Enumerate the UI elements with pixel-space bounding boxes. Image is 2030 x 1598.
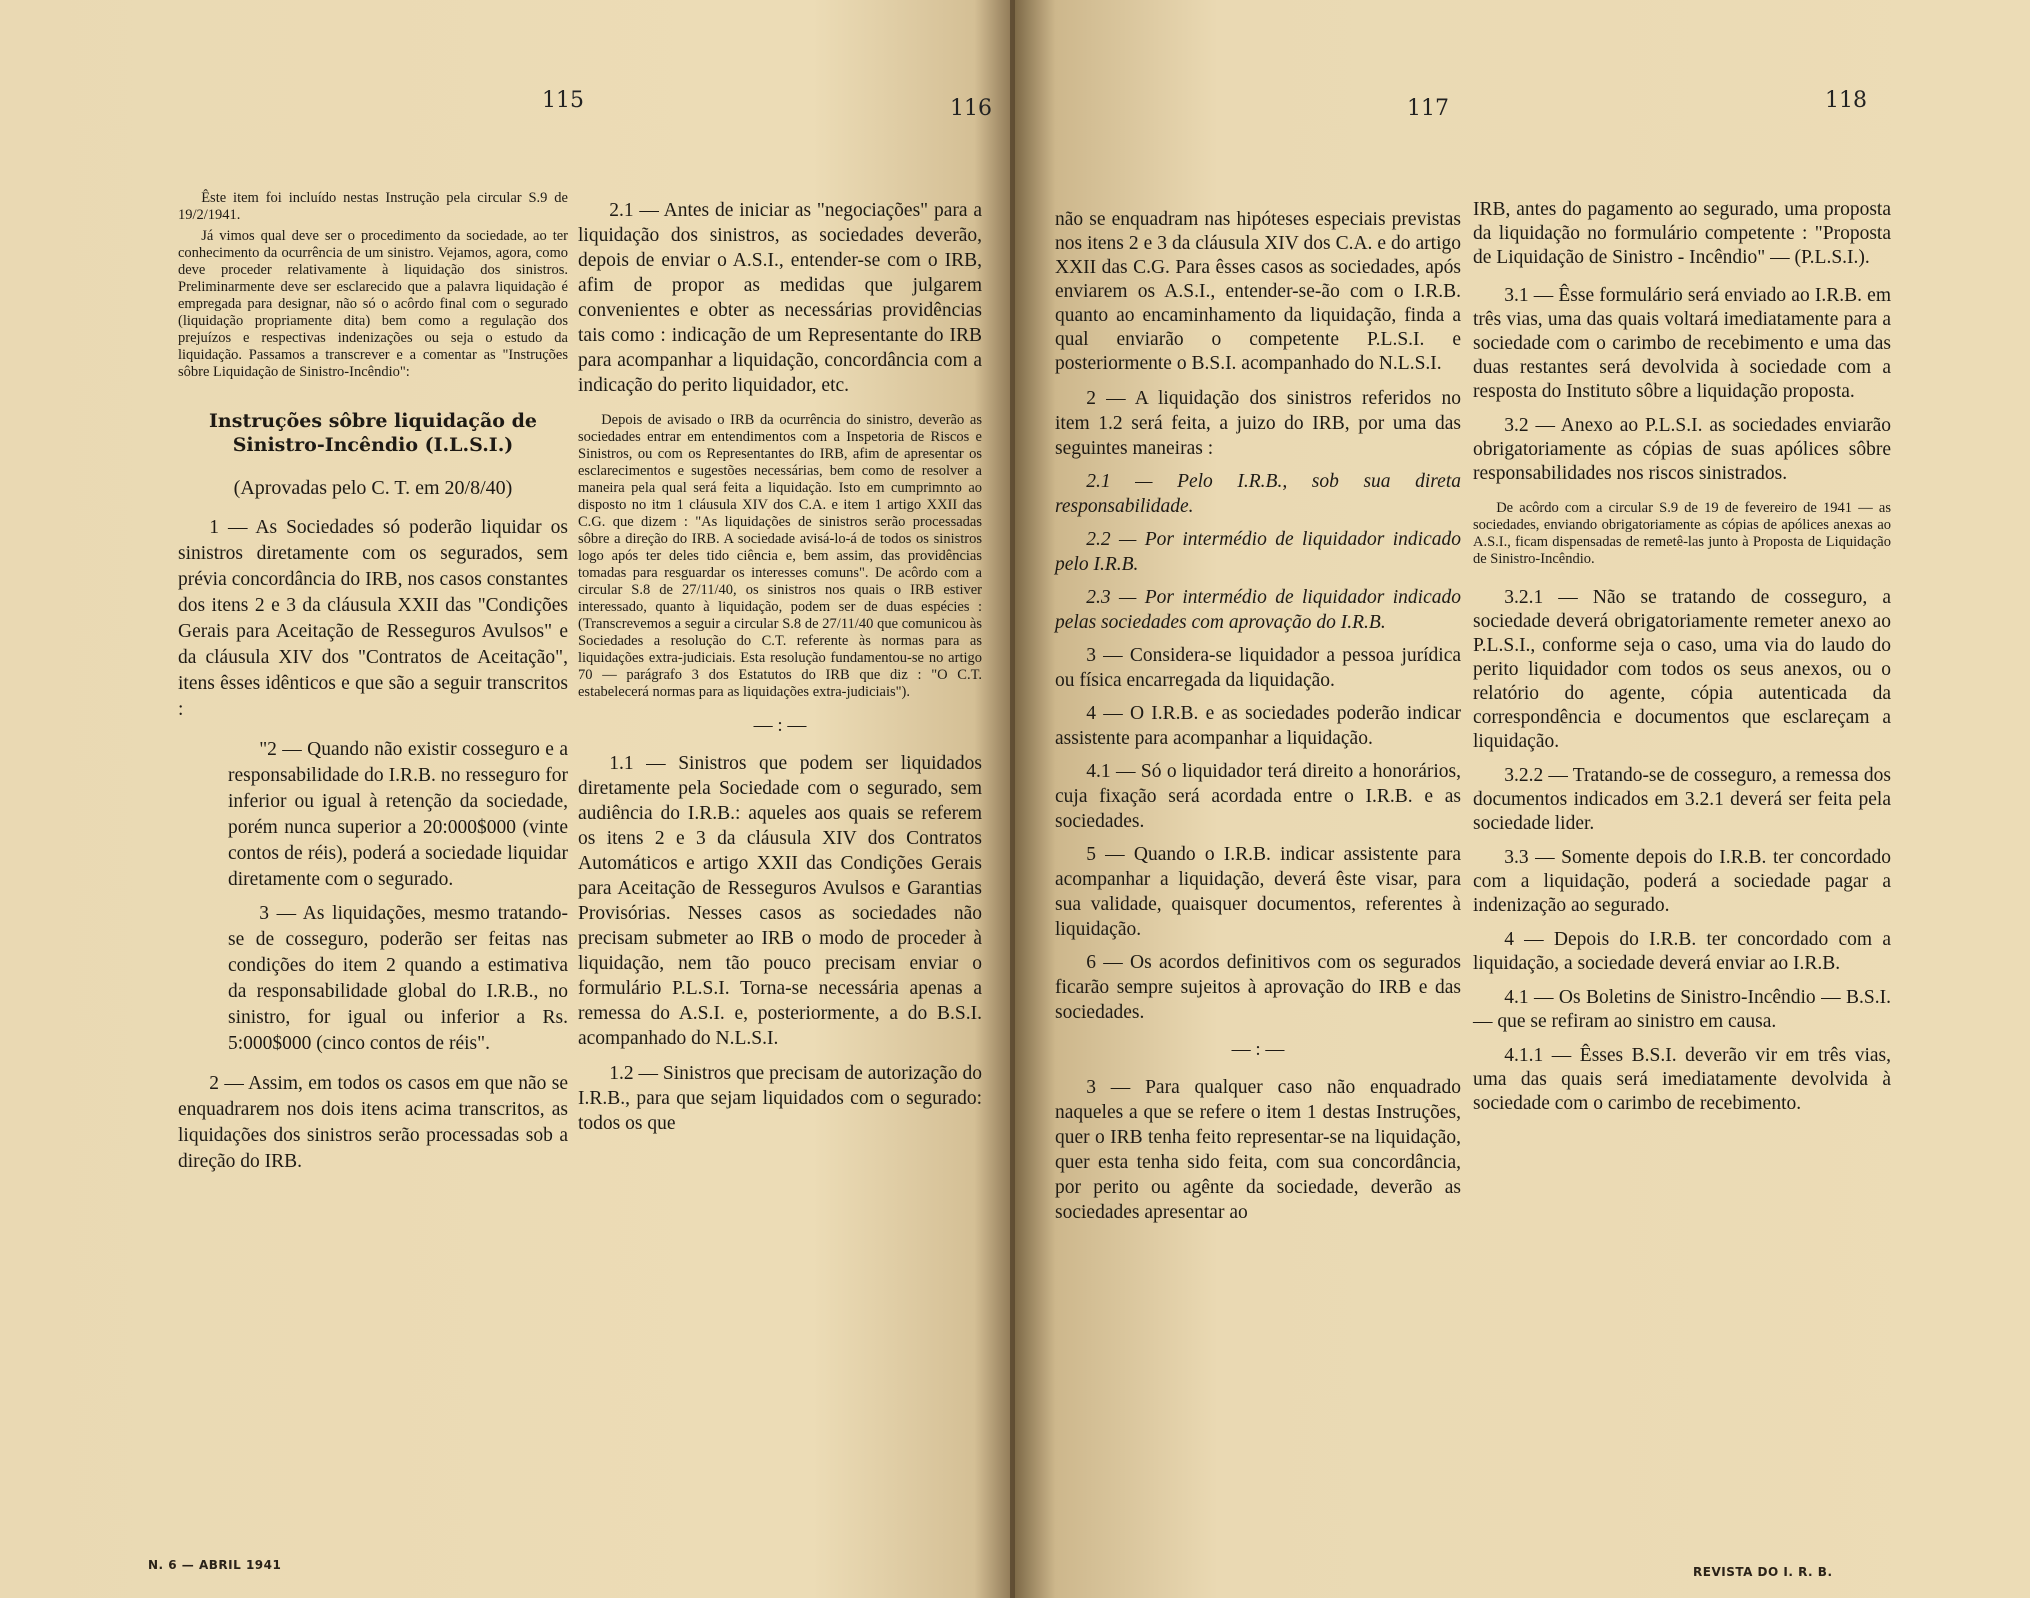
footer-issue: N. 6 — ABRIL 1941 [148, 1558, 282, 1572]
paragraph-3-3: 3.3 — Somente depois do I.R.B. ter concordado com a liquidação, poderá a sociedade pagar a indenização ao segurado. [1473, 847, 1891, 916]
page-number-118: 118 [1825, 88, 1867, 113]
column-page-116 [578, 198, 982, 1136]
paragraph-2: 2 — A liquidação dos sinistros referidos no item 1.2 será feita, a juizo do IRB, por uma das seguintes maneiras : [1055, 388, 1461, 459]
paragraph-1-2: 1.2 — Sinistros que precisam de autorização do I.R.B., para que sejam liquidados com o segurado: todos os que [578, 1063, 982, 1134]
right-page [1015, 0, 2030, 1598]
paragraph-2: 2 — Assim, em todos os casos em que não se enquadrarem nos dois itens acima transcritos, as liquidações dos sinistros serão processadas sob a direção do IRB. [178, 1073, 568, 1172]
column-page-115 [178, 190, 568, 1175]
approval-note: (Aprovadas pelo C. T. em 20/8/40) [233, 477, 513, 499]
section-heading: Instruções sôbre liquidação de Sinistro-Incêndio (I.L.S.I.) [209, 410, 537, 456]
paragraph-2-3: 2.3 — Por intermédio de liquidador indicado pelas sociedades com aprovação do I.R.B. [1055, 587, 1461, 633]
paragraph-1: 1 — As Sociedades só poderão liquidar os sinistros diretamente com os segurados, sem prévia concordância do IRB, nos casos constantes dos itens 2 e 3 da cláusula XXII das "Condições Gerais para Aceitação de Resseguros Avulsos" e da cláusula XIV dos "Contratos de Aceitação", itens êsses idênticos e que são a seguir transcritos : [178, 517, 568, 720]
paragraph-6: 6 — Os acordos definitivos com os segurados ficarão sempre sujeitos à aprovação do IRB e das sociedades. [1055, 952, 1461, 1023]
paragraph-continuation: IRB, antes do pagamento ao segurado, uma proposta da liquidação no formulário competente : "Proposta de Liquidação de Sinistro - Incêndio" — (P.L.S.I.). [1473, 199, 1891, 268]
comment-note: Depois de avisado o IRB da ocurrência do sinistro, deverão as sociedades entrar em entendimentos com a Inspetoria de Riscos e Sinistros, ou com os Representantes do IRB, afim de apresentar os esclarecimentos e sugestões necessárias, bem como de resolver a maneira pela qual será feita a liquidação. Isto em cumprimnto ao disposto no itm 1 cláusula XIV dos C.A. e item 1 artigo XXII das C.G. que dizem : "As liquidações de sinistros serão processadas sôbre a direção do IRB. A sociedade avisá-lo-á de todos os sinistros logo após ter deles tido ciência e, bem assim, das providências tomadas para resguardar os interesses comuns". De acôrdo com a circular S.8 de 27/11/40, os sinistros nos quais o IRB estiver interessado, quanto à liquidação, podem ser de duas espécies : (Transcrevemos a seguir a circular S.8 de 27/11/40 que comunicou às Sociedades a resolução do C.T. referente às normas para as liquidações extra-judiciais. Esta resolução fundamentou-se no artigo 70 — parágrafo 3 dos Estatutos do IRB que diz : "O C.T. estabelecerá normas para as liquidações extra-judiciais"). [578, 412, 982, 700]
paragraph-3-2-1: 3.2.1 — Não se tratando de cosseguro, a sociedade deverá obrigatoriamente remeter anexo ao P.L.S.I., conforme seja o caso, uma via do laudo do perito liquidador com todos os seus anexos, ou o relatório do agente, cópia autenticada da correspondência e documentos que esclareçam a liquidação. [1473, 587, 1891, 752]
paragraph-5: 5 — Quando o I.R.B. indicar assistente para acompanhar a liquidação, deverá êste visar, para sua validade, quaisquer documentos, referentes à liquidação. [1055, 844, 1461, 940]
paragraph-2-2: 2.2 — Por intermédio de liquidador indicado pelo I.R.B. [1055, 529, 1461, 575]
paragraph-3-2: 3.2 — Anexo ao P.L.S.I. as sociedades enviarão obrigatoriamente as cópias de suas apólices sôbre responsabilidades nos riscos sinistrados. [1473, 415, 1891, 484]
paragraph-4: 4 — Depois do I.R.B. ter concordado com a liquidação, a sociedade deverá enviar ao I.R.B. [1473, 929, 1891, 974]
paragraph-3b: 3 — Para qualquer caso não enquadrado naqueles a que se refere o item 1 destas Instruções, quer o IRB tenha feito representar-se na liquidação, quer esta tenha sido feita, com sua concordância, por perito ou agênte da sociedade, deverão as sociedades apresentar ao [1055, 1077, 1461, 1223]
paragraph-continuation: não se enquadram nas hipóteses especiais previstas nos itens 2 e 3 da cláusula XIV dos C.A. e do artigo XXII das C.G. Para êsses casos as sociedades, após enviarem os A.S.I., entender-se-ão com o I.R.B. quanto ao encaminhamento da liquidação, finda a qual enviarão o competente P.L.S.I. e posteriormente o B.S.I. acompanhado do N.L.S.I. [1055, 209, 1461, 374]
comment-note: De acôrdo com a circular S.9 de 19 de fevereiro de 1941 — as sociedades, enviando obrigatoriamente as cópias de apólices anexas ao A.S.I., ficam dispensadas de remetê-las junto à Proposta de Liquidação de Sinistro-Incêndio. [1473, 500, 1891, 567]
paragraph-2-1: 2.1 — Antes de iniciar as "negociações" para a liquidação dos sinistros, as sociedades deverão, depois de enviar o A.S.I., entender-se com o IRB, afim de propor as medidas que julgarem convenientes e obter as necessárias providências tais como : indicação de um Representante do IRB para acompanhar a liquidação, concordância com a indicação do perito liquidador, etc. [578, 200, 982, 396]
page-number-116: 116 [950, 96, 992, 121]
paragraph-3-2-2: 3.2.2 — Tratando-se de cosseguro, a remessa dos documentos indicados em 3.2.1 deverá ser feita pela sociedade lider. [1473, 765, 1891, 834]
column-page-118 [1473, 198, 1891, 1116]
page-number-117: 117 [1407, 96, 1449, 121]
paragraph-4: 4 — O I.R.B. e as sociedades poderão indicar assistente para acompanhar a liquidação. [1055, 703, 1461, 749]
intro-paragraph: Já vimos qual deve ser o procedimento da sociedade, ao ter conhecimento da ocurrência de um sinistro. Vejamos, agora, como deve proceder relativamente à liquidação dos sinistros. Preliminarmente deve ser esclarecido que a palavra liquidação é empregada para designar, não só o acôrdo final com o segurado (liquidação propriamente dita) bem como a regulação dos prejuízos e respectivas indenizações ou seja o estudo da liquidação. Passamos a transcrever e a comentar as "Instruções sôbre Liquidação de Sinistro-Incêndio": [178, 228, 568, 380]
column-page-117 [1055, 208, 1461, 1225]
paragraph-3: 3 — Considera-se liquidador a pessoa jurídica ou física encarregada da liquidação. [1055, 645, 1461, 691]
quote-item-2: "2 — Quando não existir cosseguro e a responsabilidade do I.R.B. no resseguro for inferior ou igual à retenção da sociedade, porém nunca superior a 20:000$000 (vinte contos de réis), poderá a sociedade liquidar diretamente com o segurado. [228, 739, 568, 890]
paragraph-1-1: 1.1 — Sinistros que podem ser liquidados diretamente pela Sociedade com o segurado, sem audiência do I.R.B.: aqueles aos quais se referem os itens 2 e 3 da cláusula XIV dos Contratos Automáticos e artigo XXII das Condições Gerais para Aceitação de Resseguros Avulsos e Garantias Provisórias. Nesses casos as sociedades não precisam submeter ao IRB o modo de proceder à liquidação, nem tão pouco precisam enviar o formulário P.L.S.I. Torna-se necessária apenas a remessa do A.S.I. e, posteriormente, a do B.S.I. acompanhado do N.L.S.I. [578, 753, 982, 1049]
intro-note: Êste item foi incluído nestas Instrução pela circular S.9 de 19/2/1941. [178, 190, 568, 223]
paragraph-2-1: 2.1 — Pelo I.R.B., sob sua direta responsabilidade. [1055, 471, 1461, 517]
separator: — : — [753, 715, 807, 736]
paragraph-4-1: 4.1 — Os Boletins de Sinistro-Incêndio — B.S.I. — que se refiram ao sinistro em causa. [1473, 987, 1891, 1032]
page-number-115: 115 [542, 88, 584, 113]
paragraph-4-1-1: 4.1.1 — Êsses B.S.I. deverão vir em três vias, uma das quais será imediatamente devolvida à sociedade com o carimbo de recebimento. [1473, 1045, 1891, 1114]
quote-item-3: 3 — As liquidações, mesmo tratando-se de cosseguro, poderão ser feitas nas condições do item 2 quando a estimativa da responsabilidade global do I.R.B., no sinistro, for igual ou inferior a Rs. 5:000$000 (cinco contos de réis". [228, 903, 568, 1054]
paragraph-4-1: 4.1 — Só o liquidador terá direito a honorários, cuja fixação será acordada entre o I.R.B. e as sociedades. [1055, 761, 1461, 832]
separator: — : — [1231, 1039, 1285, 1060]
footer-journal: REVISTA DO I. R. B. [1693, 1565, 1833, 1579]
paragraph-3-1: 3.1 — Êsse formulário será enviado ao I.R.B. em três vias, uma das quais voltará imediatamente para a sociedade com o carimbo de recebimento e uma das duas restantes será devolvida à sociedade com a resposta do Instituto sôbre a liquidação proposta. [1473, 285, 1891, 402]
